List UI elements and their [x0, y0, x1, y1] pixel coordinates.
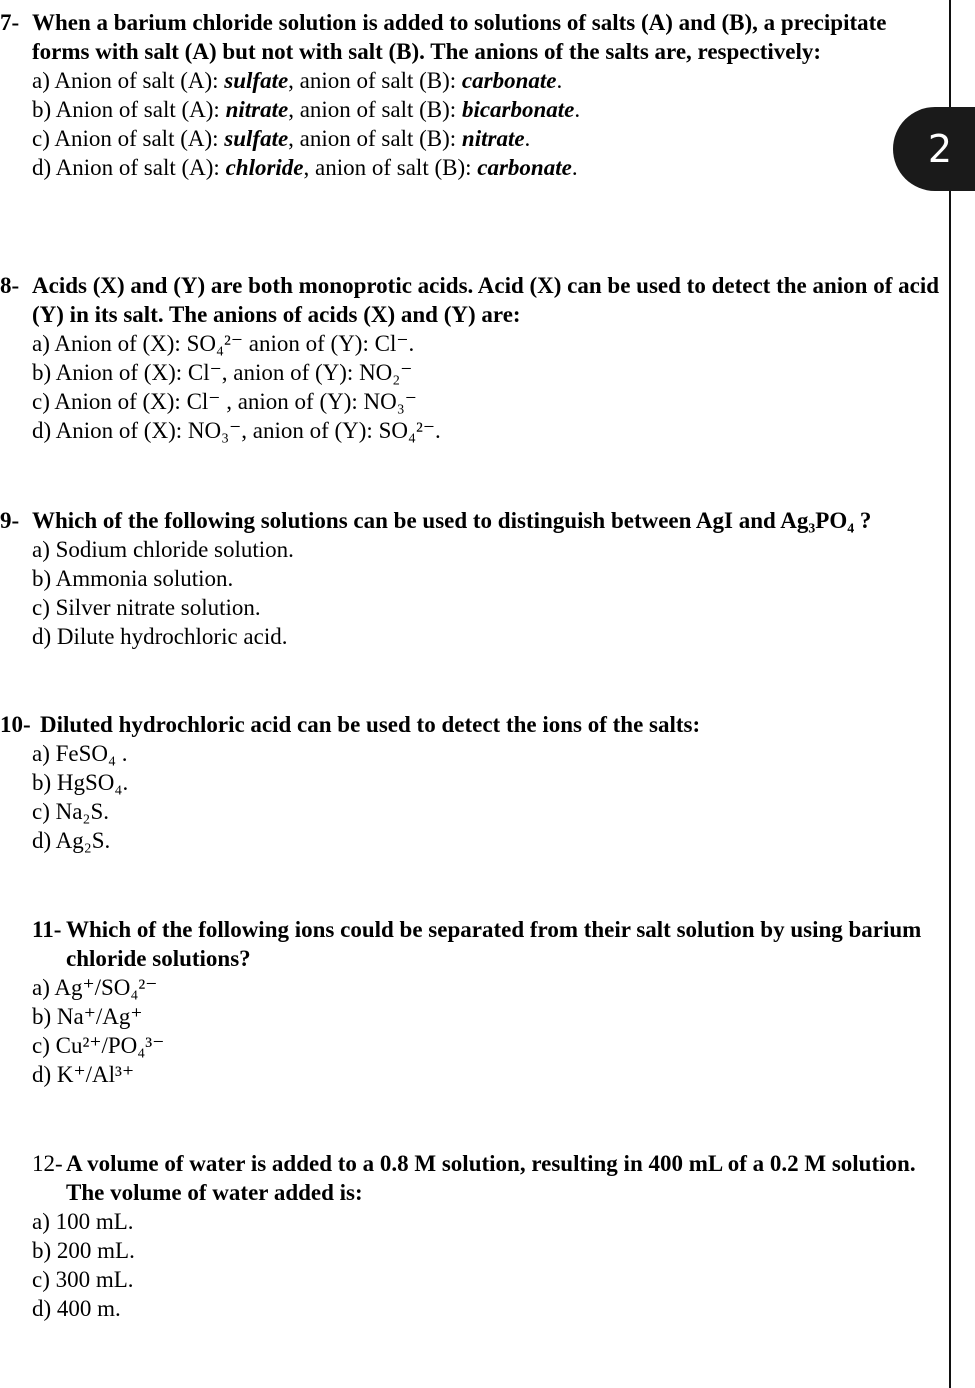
option-b: b) Anion of salt (A): nitrate, anion of salt (B): bicarbonate. [32, 97, 581, 122]
option-b: b) 200 mL. [32, 1238, 135, 1263]
question-8 [0, 271, 940, 445]
question-stem: 7- When a barium chloride solution is added to solutions of salts (A) and (B), a precipitate forms with salt (A) but not with salt (B). The anions of the salts are, respectively: [0, 10, 887, 64]
page-number: 2 [927, 126, 953, 171]
question-7 [0, 8, 940, 182]
option-c: c) 300 mL. [32, 1267, 134, 1292]
option-a: a) FeSO₄ . [32, 741, 128, 766]
question-stem: 9- Which of the following solutions can be used to distinguish between AgI and Ag₃PO₄ ? [0, 508, 872, 533]
option-c: c) Na₂S. [32, 799, 109, 824]
option-a: a) Ag⁺/SO₄²⁻ [32, 975, 158, 1000]
option-b: b) Ammonia solution. [32, 566, 234, 591]
option-d: d) Ag₂S. [32, 828, 111, 853]
option-d: d) K⁺/Al³⁺ [32, 1062, 135, 1087]
question-number: 7- [0, 10, 20, 35]
option-c: c) Silver nitrate solution. [32, 595, 261, 620]
question-number: 8- [0, 273, 20, 298]
question-number: 9- [0, 508, 20, 533]
option-b: b) Anion of (X): Cl⁻, anion of (Y): NO₂⁻ [32, 360, 413, 385]
question-10 [0, 710, 940, 855]
option-d: d) Dilute hydrochloric acid. [32, 624, 288, 649]
option-d: d) 400 m. [32, 1296, 121, 1321]
question-11 [0, 915, 940, 1089]
option-d: d) Anion of salt (A): chloride, anion of salt (B): carbonate. [32, 155, 578, 180]
option-a: a) Anion of (X): SO₄²⁻ anion of (Y): Cl⁻. [32, 331, 415, 356]
option-a: a) 100 mL. [32, 1209, 134, 1234]
option-c: c) Cu²⁺/PO₄³⁻ [32, 1033, 165, 1058]
question-stem: 11- Which of the following ions could be separated from their salt solution by using barium chloride solutions? [32, 917, 922, 971]
question-number: 11- [32, 917, 62, 942]
question-stem: 12- A volume of water is added to a 0.8 M solution, resulting in 400 mL of a 0.2 M solution. The volume of water added is: [32, 1151, 916, 1205]
option-c: c) Anion of (X): Cl⁻ , anion of (Y): NO₃⁻ [32, 389, 417, 414]
question-number: 12- [32, 1151, 63, 1176]
option-b: b) HgSO₄. [32, 770, 129, 795]
question-number: 10- [0, 712, 31, 737]
page-margin-rule [949, 0, 951, 1388]
question-9 [0, 506, 940, 651]
option-d: d) Anion of (X): NO₃⁻, anion of (Y): SO₄²⁻. [32, 418, 441, 443]
question-12 [0, 1149, 940, 1323]
option-c: c) Anion of salt (A): sulfate, anion of salt (B): nitrate. [32, 126, 531, 151]
option-a: a) Anion of salt (A): sulfate, anion of salt (B): carbonate. [32, 68, 563, 93]
option-a: a) Sodium chloride solution. [32, 537, 294, 562]
option-b: b) Na⁺/Ag⁺ [32, 1004, 143, 1029]
question-stem: 10- Diluted hydrochloric acid can be used to detect the ions of the salts: [0, 712, 701, 737]
question-stem: 8- Acids (X) and (Y) are both monoprotic acids. Acid (X) can be used to detect the anion of acid (Y) in its salt. The anions of acids (X) and (Y) are: [0, 273, 939, 327]
